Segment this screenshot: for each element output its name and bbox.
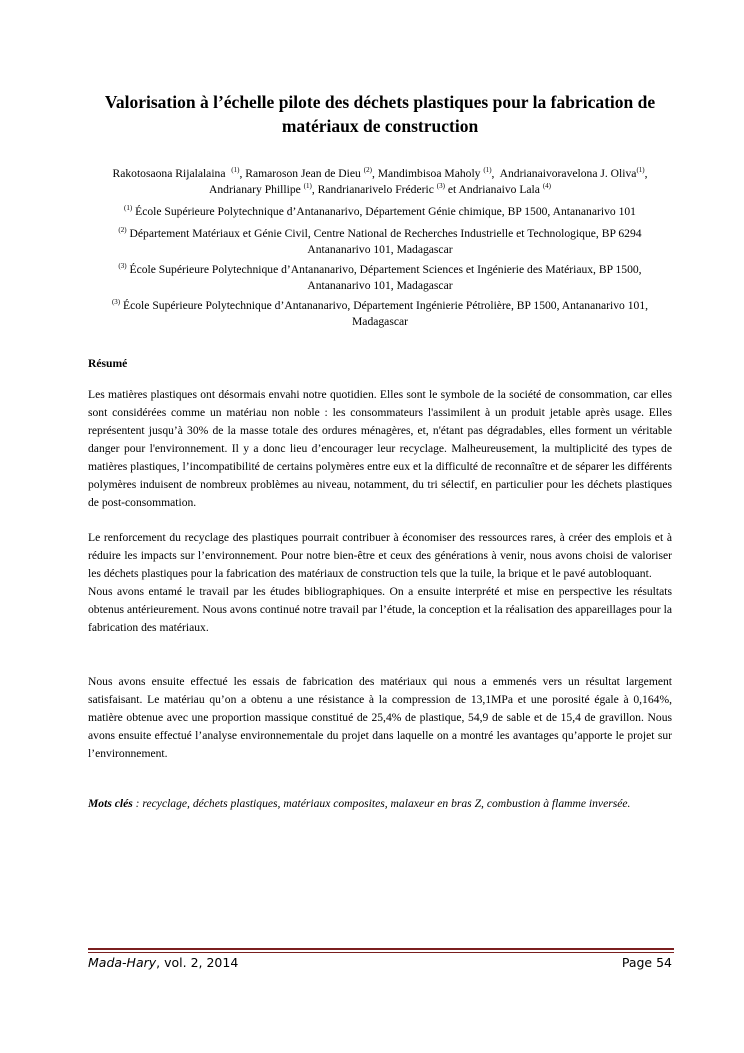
paragraph-text: Le renforcement du recyclage des plastiques pourrait contribuer à économiser des ressources rares, à créer des emplois et à réduire les impacts sur l’environnement. Pour notre bien-être et ceux des générations à venir, nous avons choisi de valoriser les déchets plastiques pour la fabrication des matériaux de construction tels que la tuile, la brique et le pavé autobloquant. — [88, 531, 672, 580]
affiliation — [88, 226, 672, 258]
paragraph-text: Nous avons entamé le travail par les études bibliographiques. On a ensuite interprété et mise en perspective les résultats obtenus antérieurement. Nous avons continué notre travail par l’étude, la conception et la réalisation des appareillages pour la fabrication des matériaux. — [88, 585, 672, 634]
author-affiliation-mark: (4) — [542, 182, 551, 190]
author-affiliation-mark: (1) — [303, 182, 312, 190]
footer-rule-thin — [88, 952, 674, 953]
author-affiliation-mark: (2) — [363, 166, 372, 174]
abstract-paragraph — [88, 386, 672, 512]
author-affiliation-mark: (3) — [436, 182, 445, 190]
paragraph-text: Nous avons ensuite effectué les essais de fabrication des matériaux qui nous a emmenés vers un résultat largement satisfaisant. Le matériau qu’on a obtenu a une résistance à la compression de 13,1MPa et une porosité égale à 0,164%, matière obtenue avec une proportion massique constitué de 25,4% de plastique, 54,9 de sable et de 15,4 de gravillon. Nous avons ensuite effectué l’analyse environnementale du projet dans laquelle on a montré les avantages qu’apporte le projet sur l’environnement. — [88, 675, 672, 760]
abstract-paragraph — [88, 529, 672, 637]
abstract-heading: Résumé — [88, 357, 128, 370]
paper-title: Valorisation à l’échelle pilote des déchets plastiques pour la fabrication de matériaux de construction — [104, 92, 656, 136]
affiliation — [88, 262, 672, 294]
footer-citation — [88, 955, 238, 970]
affiliation-text: École Supérieure Polytechnique d’Antananarivo, Département Sciences et Ingénierie des Matériaux, BP 1500, Antananarivo 101, Madagascar — [129, 263, 642, 292]
author-affiliation-mark: (1) — [231, 166, 240, 174]
author-affiliation-mark: (1) — [483, 166, 492, 174]
author-affiliation-mark: (1) — [636, 166, 645, 174]
affiliation-mark: (2) — [118, 226, 127, 234]
affiliation — [88, 298, 672, 330]
affiliation-mark: (1) — [124, 204, 133, 212]
keywords — [88, 795, 672, 813]
affiliation-mark: (3) — [111, 298, 121, 306]
author-name: Ramaroson Jean de Dieu — [245, 167, 361, 180]
author-name: Andrianaivo Lala — [458, 183, 540, 196]
page-number: Page 54 — [621, 955, 672, 970]
affiliation-mark: (3) — [118, 262, 127, 270]
journal-volume: , vol. 2, 2014 — [156, 955, 239, 970]
affiliation-text: Département Matériaux et Génie Civil, Centre National de Recherches Industrielle et Technologique, BP 6294 Antananarivo 101, Madagascar — [129, 227, 642, 256]
journal-name: Mada-Hary — [88, 955, 157, 970]
affiliation — [88, 204, 672, 220]
abstract-paragraph — [88, 673, 672, 763]
author-name: Randrianarivelo Fréderic — [317, 183, 434, 196]
author-list: Rakotosaona Rijalalaina $^{(1)}$, Ramaroson Jean de Dieu $^{(2)}$, Mandimbisoa Maholy $^{(1)}$, Andrianaivoravelona J. Oliva$^{(1)}$, Andrianary Phillipe $^{(1)}$, Randrianarivelo Fréderic $^{(3)}$ et Andrianaivo Lala $^{(4)}$ — [112, 166, 648, 196]
keywords-label: Mots clés — [88, 797, 133, 810]
author-name: Mandimbisoa Maholy — [377, 167, 481, 180]
author-name: Rakotosaona Rijalalaina — [112, 167, 226, 180]
author-name: Andrianaivoravelona J. Oliva — [499, 167, 637, 180]
affiliation-text: École Supérieure Polytechnique d’Antananarivo, Département Ingénierie Pétrolière, BP 1500, Antananarivo 101, Madagascar — [123, 299, 649, 328]
keywords-text: : recyclage, déchets plastiques, matériaux composites, malaxeur en bras Z, combustion à flamme inversée. — [132, 797, 631, 810]
affiliation-text: École Supérieure Polytechnique d’Antananarivo, Département Génie chimique, BP 1500, Antananarivo 101 — [135, 205, 636, 218]
author-name: Andrianary Phillipe — [209, 183, 301, 196]
footer-rule — [88, 948, 674, 950]
paragraph-text: Les matières plastiques ont désormais envahi notre quotidien. Elles sont le symbole de la société de consommation, car elles sont considérées comme un matériau non noble : les consommateurs l'assimilent à un produit jetable après usage. Elles représentent jusqu’à 30% de la masse totale des ordures ménagères, et, n'étant pas dégradables, elles forment un véritable danger pour l'environnement. Il y a donc lieu d’encourager leur recyclage. Malheureusement, la multiplicité des types de matières plastiques, l’incompatibilité de certains polymères entre eux et la difficulté de reconnaître et de séparer les différents polymères induisent de nombreux problèmes au niveau, notamment, du tri sélectif, en particulier pour les déchets plastiques de post-consommation. — [88, 388, 672, 509]
